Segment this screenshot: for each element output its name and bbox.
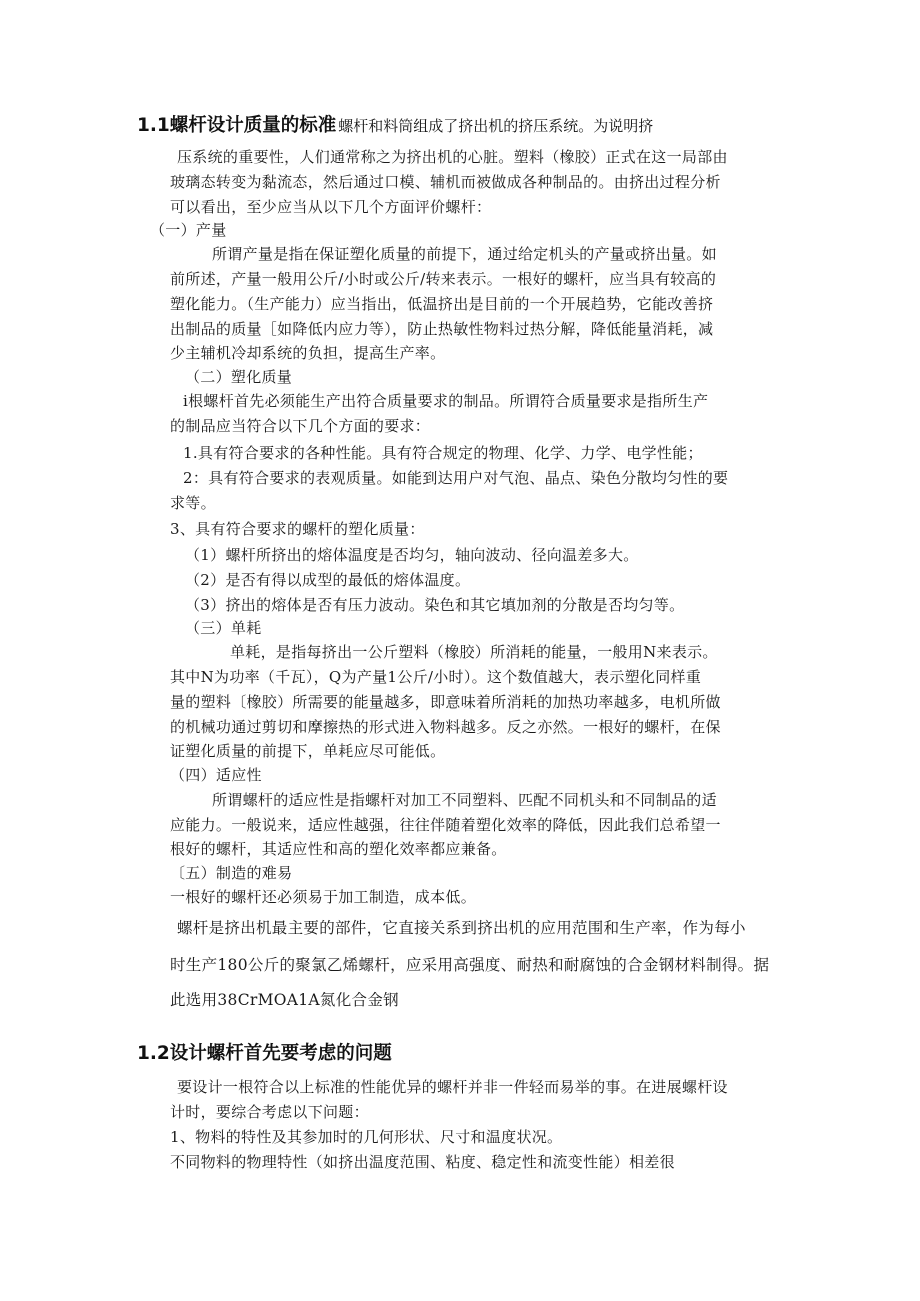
section-1-1-intro: 螺杆和料筒组成了挤出机的挤压系统。为说明挤 bbox=[338, 117, 654, 135]
body-line: 量的塑料〔橡胶）所需要的能量越多，即意味着所消耗的加热功率越多，电机所做 bbox=[170, 693, 721, 711]
section-1-1-title: 1.1螺杆设计质量的标准 bbox=[137, 115, 337, 136]
body-line: i根螺杆首先必须能生产出符合质量要求的制品。所谓符合质量要求是指所生产 bbox=[183, 392, 709, 410]
body-line: 玻璃态转变为黏流态，然后通过口模、辅机而被做成各种制品的。由挤出过程分析 bbox=[170, 173, 721, 191]
section-1-2-heading: 1.2设计螺杆首先要考虑的问题 bbox=[137, 1043, 392, 1064]
subheading-adaptability: （四）适应性 bbox=[170, 766, 262, 784]
body-line: 少主辅机冷却系统的负担，提高生产率。 bbox=[170, 344, 446, 362]
body-line: 单耗，是指每挤出一公斤塑料（橡胶）所消耗的能量，一般用N来表示。 bbox=[230, 643, 718, 661]
body-line: 压系统的重要性，人们通常称之为挤出机的心脏。塑料（橡胶）正式在这一局部由 bbox=[177, 148, 728, 166]
body-line: 时生产180公斤的聚氯乙烯螺杆，应采用高强度、耐热和耐腐蚀的合金钢材料制得。据 bbox=[170, 956, 770, 974]
subheading-output: （一）产量 bbox=[150, 221, 227, 239]
body-line: 前所述，产量一般用公斤/小时或公斤/转来表示。一根好的螺杆，应当具有较高的 bbox=[170, 270, 717, 288]
body-line: 出制品的质量［如降低内应力等），防止热敏性物料过热分解，降低能量消耗，减 bbox=[170, 320, 714, 338]
body-line: 证塑化质量的前提下，单耗应尽可能低。 bbox=[170, 742, 446, 760]
body-line: 不同物料的物理特性（如挤出温度范围、粘度、稳定性和流变性能）相差很 bbox=[170, 1153, 675, 1171]
body-line: 可以看出，至少应当从以下几个方面评价螺杆： bbox=[170, 198, 492, 216]
list-item: （1）螺杆所挤出的熔体温度是否均匀，轴向波动、径向温差多大。 bbox=[185, 546, 639, 564]
subheading-plasticizing-quality: （二）塑化质量 bbox=[185, 368, 293, 386]
body-line: 应能力。一般说来，适应性越强，往往伴随着塑化效率的降低，因此我们总希望一 bbox=[170, 816, 721, 834]
subheading-energy-consumption: （三）单耗 bbox=[185, 619, 262, 637]
body-line: 的制品应当符合以下几个方面的要求： bbox=[170, 417, 431, 435]
body-line: 所谓产量是指在保证塑化质量的前提下，通过给定机头的产量或挤出量。如 bbox=[212, 245, 717, 263]
list-item: 1、物料的特性及其参加时的几何形状、尺寸和温度状况。 bbox=[170, 1128, 563, 1146]
body-line: 所谓螺杆的适应性是指螺杆对加工不同塑料、匹配不同机头和不同制品的适 bbox=[212, 791, 717, 809]
body-line: 求等。 bbox=[170, 494, 216, 512]
list-item: 1.具有符合要求的各种性能。具有符合规定的物理、化学、力学、电学性能； bbox=[183, 444, 703, 462]
body-line: 要设计一根符合以上标准的性能优异的螺杆并非一件轻而易举的事。在进展螺杆设 bbox=[177, 1078, 728, 1096]
body-line: 一根好的螺杆还必须易于加工制造，成本低。 bbox=[170, 888, 477, 906]
body-line: 塑化能力。（生产能力）应当指出，低温挤出是目前的一个开展趋势，它能改善挤 bbox=[170, 295, 714, 313]
subheading-manufacturing-difficulty: 〔五）制造的难易 bbox=[170, 864, 293, 882]
list-item: （2）是否有得以成型的最低的熔体温度。 bbox=[185, 571, 471, 589]
list-item: 3、具有符合要求的螺杆的塑化质量： bbox=[170, 520, 425, 538]
section-1-1-heading bbox=[137, 114, 653, 138]
body-line: 计时，要综合考虑以下问题： bbox=[170, 1103, 369, 1121]
body-line: 根好的螺杆，其适应性和高的塑化效率都应兼备。 bbox=[170, 840, 507, 858]
body-line: 的机械功通过剪切和摩擦热的形式进入物料越多。反之亦然。一根好的螺杆，在保 bbox=[170, 718, 721, 736]
list-item: （3）挤出的熔体是否有压力波动。染色和其它填加剂的分散是否均匀等。 bbox=[185, 596, 685, 614]
body-line: 螺杆是挤出机最主要的部件，它直接关系到挤出机的应用范围和生产率，作为每小 bbox=[177, 919, 746, 937]
body-line: 此选用38CrMOA1A氮化合金钢 bbox=[170, 991, 399, 1009]
body-line: 其中N为功率（千瓦），Q为产量1公斤/小时）。这个数值越大，表示塑化同样重 bbox=[170, 668, 702, 686]
list-item: 2：具有符合要求的表观质量。如能到达用户对气泡、晶点、染色分散均匀性的要 bbox=[183, 469, 729, 487]
